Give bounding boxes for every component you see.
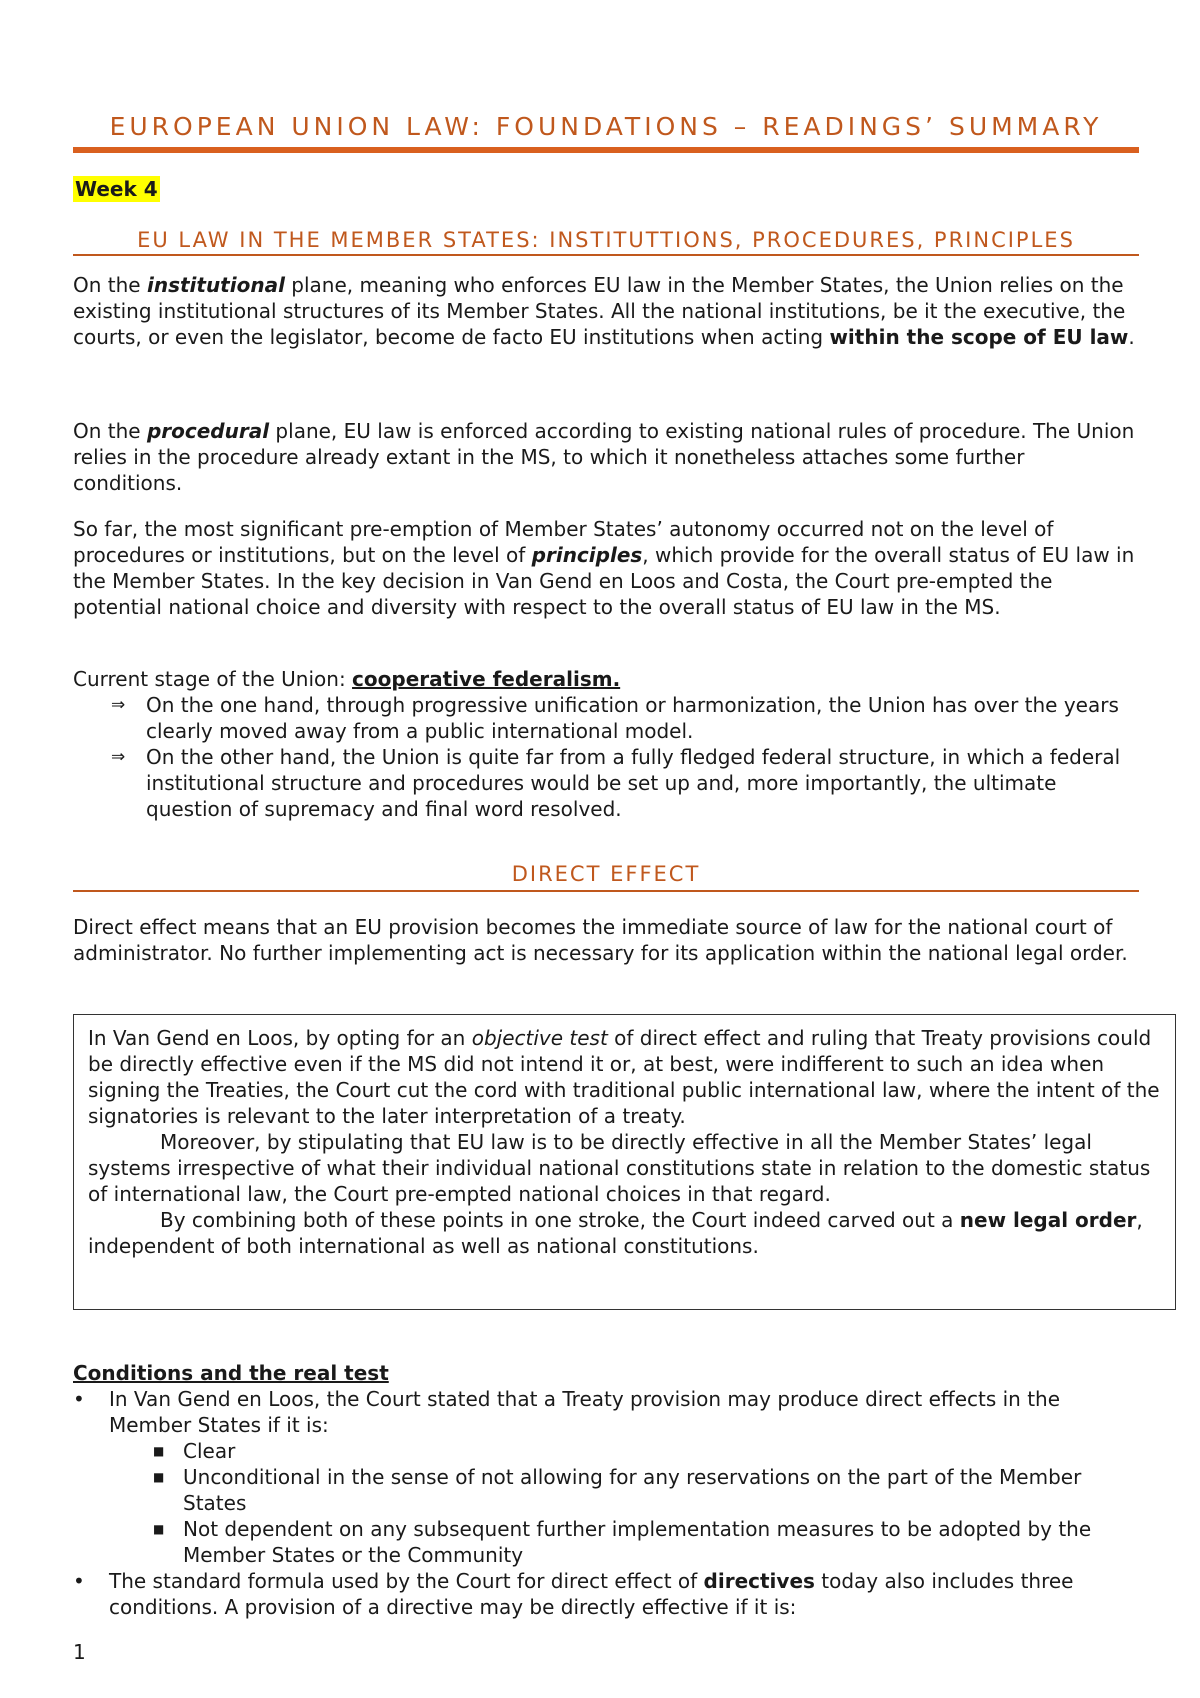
document-title: EUROPEAN UNION LAW: FOUNDATIONS – READINGS’ SUMMARY [109, 112, 1103, 141]
title-divider [73, 147, 1139, 153]
section-divider [73, 890, 1139, 892]
arrow-right-icon: ⇒ [111, 695, 126, 715]
sub-list-item: ■ Not dependent on any subsequent further implementation measures to be adopted by the Member States or the Community [153, 1517, 1092, 1567]
list-item: • In Van Gend en Loos, the Court stated that a Treaty provision may produce direct effects in the Member States if it is: [73, 1387, 1061, 1437]
section-heading-eu-law-member-states: EU LAW IN THE MEMBER STATES: INSTITUTTIONS, PROCEDURES, PRINCIPLES [137, 228, 1075, 252]
box-paragraph: In Van Gend en Loos, by opting for an objective test of direct effect and ruling that Treaty provisions could be directly effective even if the MS did not intend it or, at best, were indifferent to such an idea when signing the Treaties, the Court cut the cord with traditional public international law, where the intent of the signatories is relevant to the later interpretation of a treaty. [88, 1026, 1160, 1128]
conditions-list [73, 1386, 1139, 1620]
page-number: 1 [73, 1640, 86, 1664]
list-item: • The standard formula used by the Court for direct effect of directives today also includes three conditions. A provision of a directive may be directly effective if it is: [73, 1569, 1074, 1619]
section-heading-direct-effect: DIRECT EFFECT [511, 862, 701, 886]
sub-list-item: ■ Clear [153, 1439, 236, 1463]
square-bullet-icon: ■ [153, 1470, 165, 1484]
bullet-icon: • [73, 1387, 85, 1411]
bullet-icon: • [73, 1569, 85, 1593]
square-bullet-icon: ■ [153, 1444, 165, 1458]
sub-list-item: ■ Unconditional in the sense of not allowing for any reservations on the part of the Member States [153, 1465, 1082, 1515]
van-gend-en-loos-box [73, 1014, 1176, 1310]
section-divider [73, 254, 1139, 256]
list-item: ⇒ On the one hand, through progressive unification or harmonization, the Union has over the years clearly moved away from a public international model. [111, 693, 1119, 743]
paragraph-principles: So far, the most significant pre-emption of Member States’ autonomy occurred not on the level of procedures or institutions, but on the level of principles, which provide for the overall status of EU law in the Member States. In the key decision in Van Gend en Loos and Costa, the Court pre-empted the potential national choice and diversity with respect to the overall status of EU law in the MS. [73, 517, 1135, 619]
square-bullet-icon: ■ [153, 1522, 165, 1536]
paragraph-procedural: On the procedural plane, EU law is enforced according to existing national rules of procedure. The Union relies in the procedure already extant in the MS, to which it nonetheless attaches some further conditions. [73, 419, 1135, 495]
arrow-right-icon: ⇒ [111, 747, 126, 767]
paragraph-institutional: On the institutional plane, meaning who enforces EU law in the Member States, the Union relies on the existing institutional structures of its Member States. All the national institutions, be it the executive, the courts, or even the legislator, become de facto EU institutions when acting within the scope of EU law. [73, 273, 1135, 349]
list-item: ⇒ On the other hand, the Union is quite far from a fully fledged federal structure, in which a federal institutional structure and procedures would be set up and, more importantly, the ultimate question of supremacy and final word resolved. [111, 745, 1121, 821]
box-paragraph: By combining both of these points in one stroke, the Court indeed carved out a new legal order, independent of both international as well as national constitutions. [88, 1208, 1143, 1258]
box-paragraph: Moreover, by stipulating that EU law is to be directly effective in all the Member States’ legal systems irrespective of what their individual national constitutions state in relation to the domestic status of international law, the Court pre-empted national choices in that regard. [88, 1130, 1151, 1206]
arrow-list [73, 692, 1139, 822]
paragraph-direct-effect-intro: Direct effect means that an EU provision becomes the immediate source of law for the national court of administrator. No further implementing act is necessary for its application within the national legal order. [73, 915, 1128, 965]
paragraph-current-stage: Current stage of the Union: cooperative federalism. [73, 667, 621, 691]
conditions-heading: Conditions and the real test [73, 1361, 389, 1385]
week-label: Week 4 [75, 177, 158, 201]
